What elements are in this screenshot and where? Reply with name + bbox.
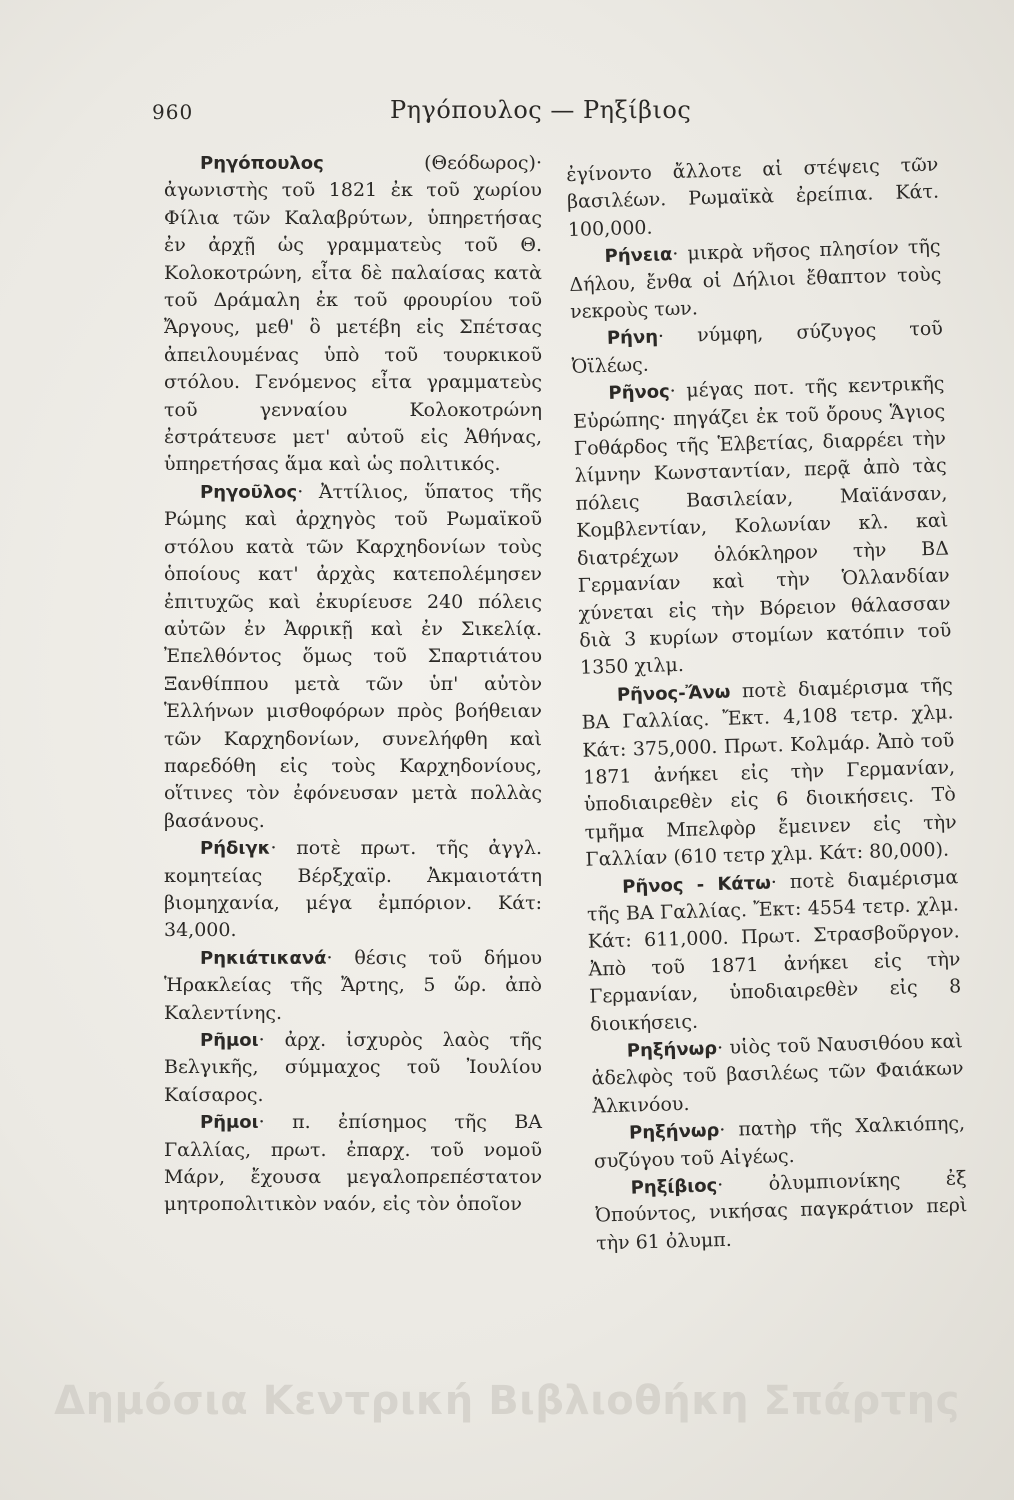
right-column — [566, 152, 968, 1258]
entry-text: (Θεόδωρος)· ἀγωνιστὴς τοῦ 1821 ἐκ τοῦ χωρίου Φίλια τῶν Καλαβρύτων, ὑπηρετήσας ἐν ἀρχῇ ὡς γραμματεὺς τοῦ Θ. Κολοκοτρώνη, εἶτα δὲ παλαίσας κατὰ τοῦ Δράμαλη ἐκ τοῦ φρουρίου τοῦ Ἄργους, μεθ' ὃ μετέβη εἰς Σπέτσας ἀπειλουμένας ὑπὸ τοῦ τουρκικοῦ στόλου. Γενόμενος εἶτα γραμματεὺς τοῦ γενναίου Κολοκοτρώνη ἐστράτευσε μετ' αὐτοῦ εἰς Ἀθήνας, ὑπηρετήσας ἅμα καὶ ὡς πολιτικός. — [164, 152, 542, 476]
page-number: 960 — [152, 100, 194, 124]
entry-text: · Ἀττίλιος, ὕπατος τῆς Ρώμης καὶ ἀρχηγὸς τοῦ Ρωμαϊκοῦ στόλου κατὰ τῶν Καρχηδονίων τοὺς ὁποίους κατ' ἀρχὰς κατεπολέμησεν ἐπιτυχῶς καὶ ἐκυρίευσε 240 πόλεις αὐτῶν ἐν Ἀφρικῇ καὶ ἐν Σικελίᾳ. Ἐπελθόντος ὅμως τοῦ Σπαρτιάτου Ξανθίππου μετὰ τῶν ὑπ' αὐτὸν Ἑλλήνων μισθοφόρων πρὸς βοήθειαν τῶν Καρχηδονίων, συνελήφθη καὶ παρεδόθη εἰς τοὺς Καρχηδονίους, οἵτινες τὸν ἐφόνευσαν μετὰ πολλὰς βασάνους. — [164, 480, 542, 832]
dictionary-entry — [581, 672, 958, 874]
dictionary-entry — [164, 945, 542, 1027]
dictionary-entry — [164, 1109, 542, 1219]
entry-text: · υἱὸς τοῦ Ναυσιθόου καὶ ἀδελφὸς τοῦ βασιλέως τῶν Φαιάκων Ἀλκινόου. — [591, 1030, 964, 1118]
entry-headword: Ρηκιάτικανά — [200, 947, 327, 969]
entry-text: · ποτὲ διαμέρισμα τῆς ΒΑ Γαλλίας. Ἔκτ: 4554 τετρ. χλμ. Κάτ: 611,000. Πρωτ. Στρασβοῦργον. Ἀπὸ τοῦ 1871 ἀνήκει εἰς τὴν Γερμανίαν, ὑποδιαιρεθὲν εἰς 8 διοικήσεις. — [586, 865, 962, 1036]
entry-text: · ἀρχ. ἰσχυρὸς λαὸς τῆς Βελγικῆς, σύμμαχος τοῦ Ἰουλίου Καίσαρος. — [164, 1029, 542, 1106]
left-column — [164, 150, 542, 1219]
dictionary-entry — [590, 1028, 964, 1121]
entry-text: ποτὲ διαμέρισμα τῆς ΒΑ Γαλλίας. Ἔκτ. 4,108 τετρ. χλμ. Κάτ: 375,000. Πρωτ. Κολμάρ. Ἀπὸ τοῦ 1871 ἀνήκει εἰς τὴν Γερμανίαν, ὑποδιαιρεθὲν εἰς 6 διοικήσεις. Τὸ τμῆμα Μπελφὸρ ἔμεινεν εἰς τὴν Γαλλίαν (610 τετρ χλμ. Κάτ: 80,000). — [581, 674, 957, 871]
entry-text: · ποτὲ πρωτ. τῆς ἀγγλ. κομητείας Βέρξχαϊρ. Ἀκμαιοτάτη βιομηχανία, μέγα ἐμπόριον. Κάτ: 34,000. — [164, 837, 542, 942]
entry-text: · πατὴρ τῆς Χαλκιόπης, συζύγου τοῦ Αἰγέως. — [593, 1112, 966, 1173]
dictionary-entry — [568, 234, 942, 327]
entry-text: ἐγίνοντο ἄλλοτε αἱ στέψεις τῶν βασιλέων. Ρωμαϊκὰ ἐρείπια. Κάτ. 100,000. — [566, 153, 940, 241]
entry-text: · νύμφη, σύζυγος τοῦ Ὀϊλέως. — [571, 317, 944, 378]
entry-headword: Ρηξήνωρ — [628, 1120, 720, 1144]
entry-text: · π. ἐπίσημος τῆς ΒΑ Γαλλίας, πρωτ. ἐπαρχ. τοῦ νομοῦ Μάρν, ἔχουσα μεγαλοπρεπέστατον μητροπολιτικὸν ναόν, εἰς τὸν ὁποῖον — [164, 1111, 542, 1216]
entry-headword: Ρηγοῦλος — [200, 481, 298, 503]
library-watermark: Δημόσια Κεντρική Βιβλιοθήκη Σπάρτης — [54, 1378, 960, 1424]
dictionary-entry — [164, 835, 542, 945]
entry-headword: Ρήνεια — [604, 244, 673, 268]
entry-headword: Ρηγόπουλος — [200, 153, 324, 174]
entry-text: · μέγας ποτ. τῆς κεντρικῆς Εὐρώπης· πηγάζει ἐκ τοῦ ὄρους Ἅγιος Γοθάρδος τῆς Ἑλβετίας, διαρρέει τὴν λίμνην Κωνσταντίαν, περᾷ ἀπὸ τὰς πόλεις Βασιλείαν, Μαϊάνσαν, Κομβλεντίαν, Κολωνίαν κλ. καὶ διατρέχων ὁλόκληρον τὴν ΒΔ Γερμανίαν καὶ τὴν Ὁλλανδίαν χύνεται εἰς τὴν Βόρειον θάλασσαν διὰ 3 κυρίων στομίων κατόπιν τοῦ 1350 χιλμ. — [572, 372, 952, 680]
entry-headword: Ρῆμοι — [200, 1112, 259, 1134]
dictionary-entry-continuation — [566, 152, 940, 245]
running-head: Ρηγόπουλος — Ρηξίβιος — [390, 96, 692, 124]
entry-headword: Ρήδιγκ — [200, 838, 271, 860]
entry-headword: Ρῆνος - Κάτω — [621, 872, 772, 898]
dictionary-entry — [586, 864, 962, 1039]
entry-text: · ὀλυμπιονίκης ἐξ Ὀπούντος, νικήσας παγκράτιον περὶ τὴν 61 ὀλυμπ. — [595, 1167, 968, 1255]
entry-headword: Ρήνη — [606, 326, 659, 350]
entry-headword: Ρῆνος — [608, 381, 671, 405]
entry-text: · θέσις τοῦ δήμου Ἡρακλείας τῆς Ἄρτης, 5 ὥρ. ἀπὸ Καλεντίνης. — [164, 946, 542, 1024]
entry-headword: Ρῆνος-Ἄνω — [616, 681, 731, 706]
entry-headword: Ρηξίβιος — [630, 1175, 718, 1199]
dictionary-entry — [164, 150, 542, 479]
entry-headword: Ρῆμοι — [200, 1030, 259, 1051]
dictionary-entry — [594, 1165, 968, 1258]
dictionary-entry — [164, 1027, 542, 1109]
dictionary-entry — [572, 371, 952, 683]
entry-text: · μικρὰ νῆσος πλησίον τῆς Δήλου, ἔνθα οἱ Δήλιοι ἔθαπτον τοὺς νεκροὺς των. — [569, 235, 942, 323]
dictionary-entry — [164, 479, 542, 835]
entry-headword: Ρηξήνωρ — [626, 1038, 718, 1062]
